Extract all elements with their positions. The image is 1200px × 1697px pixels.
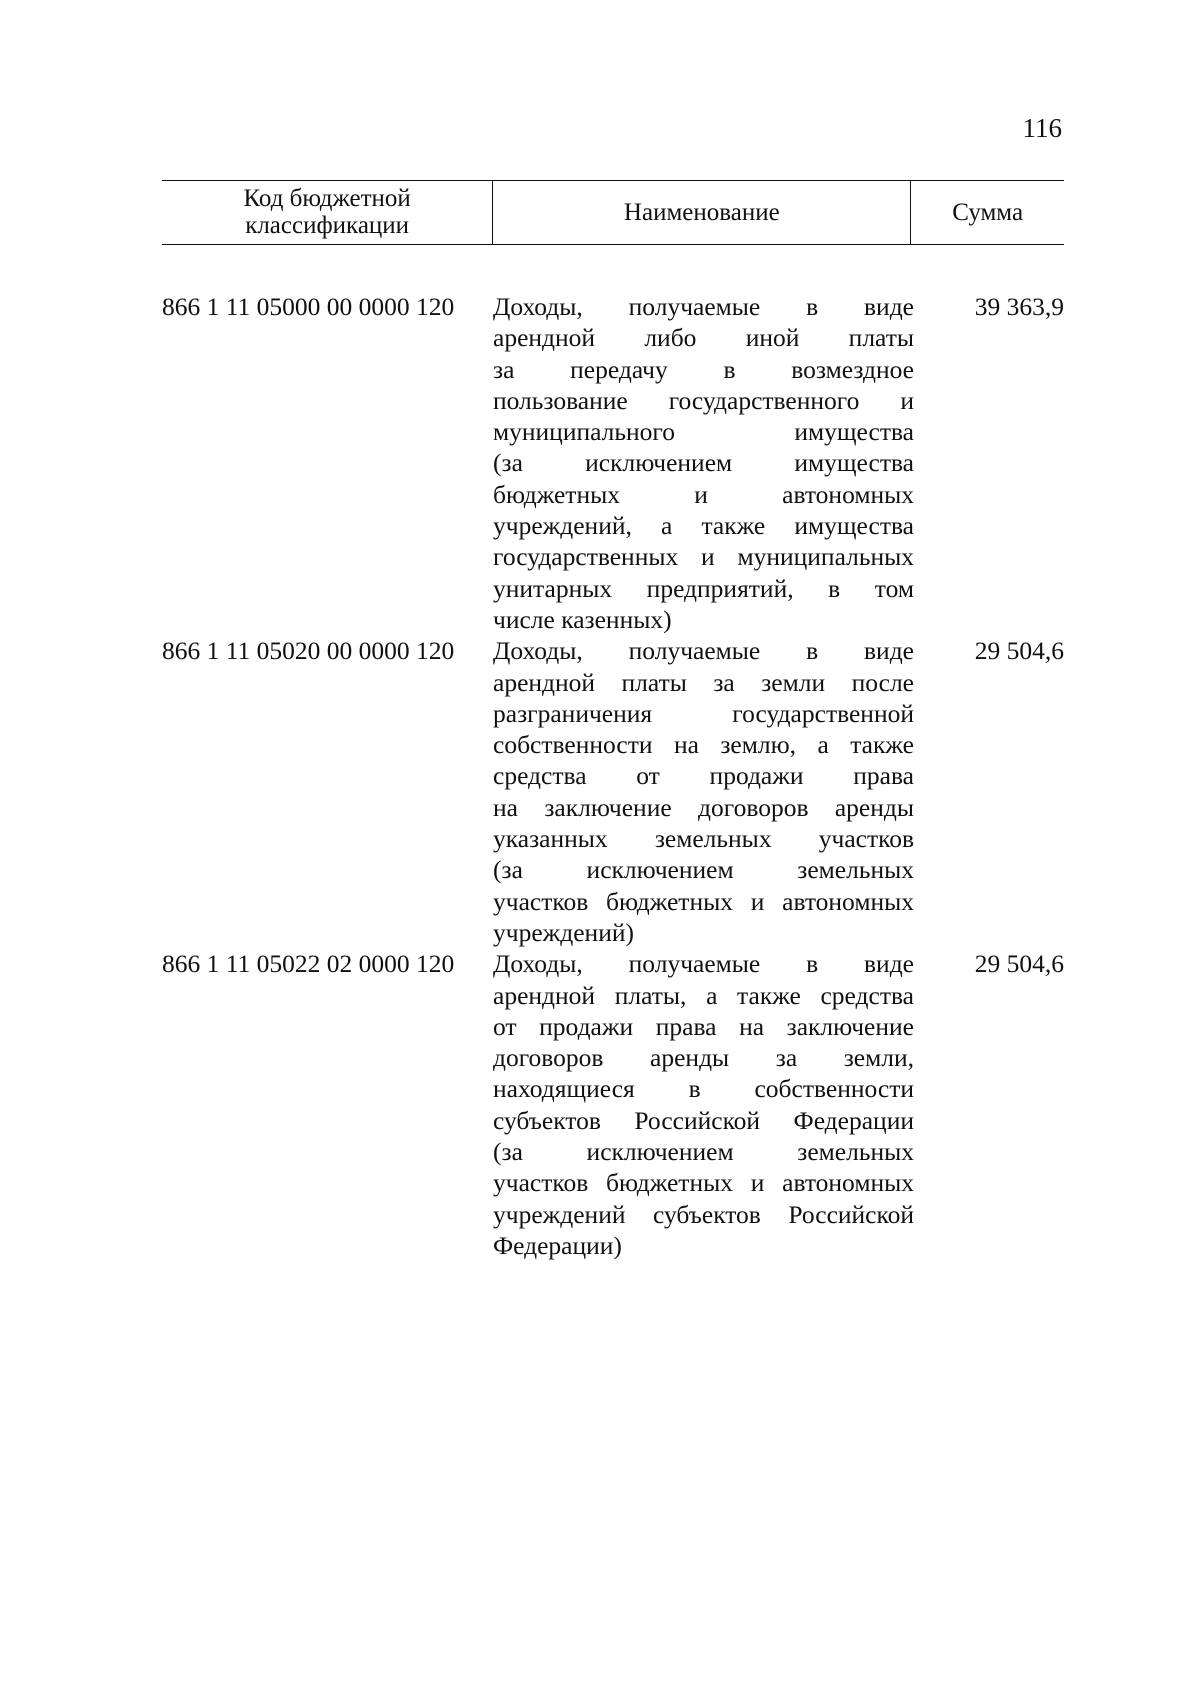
revenue-name-line: участков бюджетных и автономных <box>493 1168 914 1198</box>
revenue-name-line: числе казенных) <box>493 604 672 634</box>
header-code-line: Код бюджетной <box>243 184 411 212</box>
budget-code: 866 1 11 05020 00 0000 120 <box>162 636 455 666</box>
revenue-name-line: (за исключением земельных <box>493 1137 914 1167</box>
revenue-name <box>493 948 914 1261</box>
budget-code: 866 1 11 05022 02 0000 120 <box>162 949 455 979</box>
header-code <box>162 181 492 244</box>
header-sum: Сумма <box>910 181 1064 244</box>
revenue-name-line: учреждений, а также имущества <box>493 511 914 541</box>
revenue-name-line: договоров аренды за земли, <box>493 1043 914 1073</box>
revenue-name-line: за передачу в возмездное <box>493 354 914 384</box>
header-code-line: классификации <box>245 211 410 239</box>
table-header <box>162 180 1064 245</box>
revenue-name-line: пользование государственного и <box>493 385 914 415</box>
revenue-name-line: от продажи права на заключение <box>493 1011 914 1041</box>
budget-code: 866 1 11 05000 00 0000 120 <box>162 292 455 321</box>
revenue-name-line: разграничения государственной <box>493 698 914 728</box>
page-number: 116 <box>1022 113 1062 143</box>
header-name: Наименование <box>492 181 910 244</box>
revenue-name-line: арендной либо иной платы <box>493 323 914 353</box>
revenue-name-line: участков бюджетных и автономных <box>493 886 914 916</box>
revenue-name-line: арендной платы, а также средства <box>493 980 914 1010</box>
revenue-name <box>493 291 914 635</box>
revenue-name-line: арендной платы за земли после <box>493 667 914 697</box>
revenue-name-line: Доходы, получаемые в виде <box>493 636 914 666</box>
amount: 39 363,9 <box>974 292 1064 321</box>
table-row <box>162 635 1064 948</box>
amount: 29 504,6 <box>974 949 1064 979</box>
revenue-name-line: средства от продажи права <box>493 761 914 791</box>
revenue-name-line: (за исключением имущества <box>493 448 914 478</box>
revenue-name-line: бюджетных и автономных <box>493 479 914 509</box>
revenue-name-line: Доходы, получаемые в виде <box>493 292 914 321</box>
revenue-name-line: (за исключением земельных <box>493 855 914 885</box>
table-row <box>162 948 1064 1261</box>
budget-table <box>162 180 1064 1261</box>
revenue-name-line: муниципального имущества <box>493 417 914 447</box>
revenue-name-line: государственных и муниципальных <box>493 542 914 572</box>
table-body <box>162 291 1064 1261</box>
revenue-name-line: субъектов Российской Федерации <box>493 1105 914 1135</box>
revenue-name-line: находящиеся в собственности <box>493 1074 914 1104</box>
amount: 29 504,6 <box>974 636 1064 666</box>
revenue-name-line: унитарных предприятий, в том <box>493 573 914 603</box>
revenue-name-line: собственности на землю, а также <box>493 730 914 760</box>
revenue-name-line: на заключение договоров аренды <box>493 792 914 822</box>
revenue-name-line: Доходы, получаемые в виде <box>493 949 914 979</box>
table-row <box>162 291 1064 635</box>
revenue-name-line: указанных земельных участков <box>493 824 914 854</box>
revenue-name-line: учреждений субъектов Российской <box>493 1199 914 1229</box>
revenue-name-line: учреждений) <box>493 917 634 947</box>
revenue-name <box>493 635 914 948</box>
revenue-name-line: Федерации) <box>493 1230 622 1260</box>
